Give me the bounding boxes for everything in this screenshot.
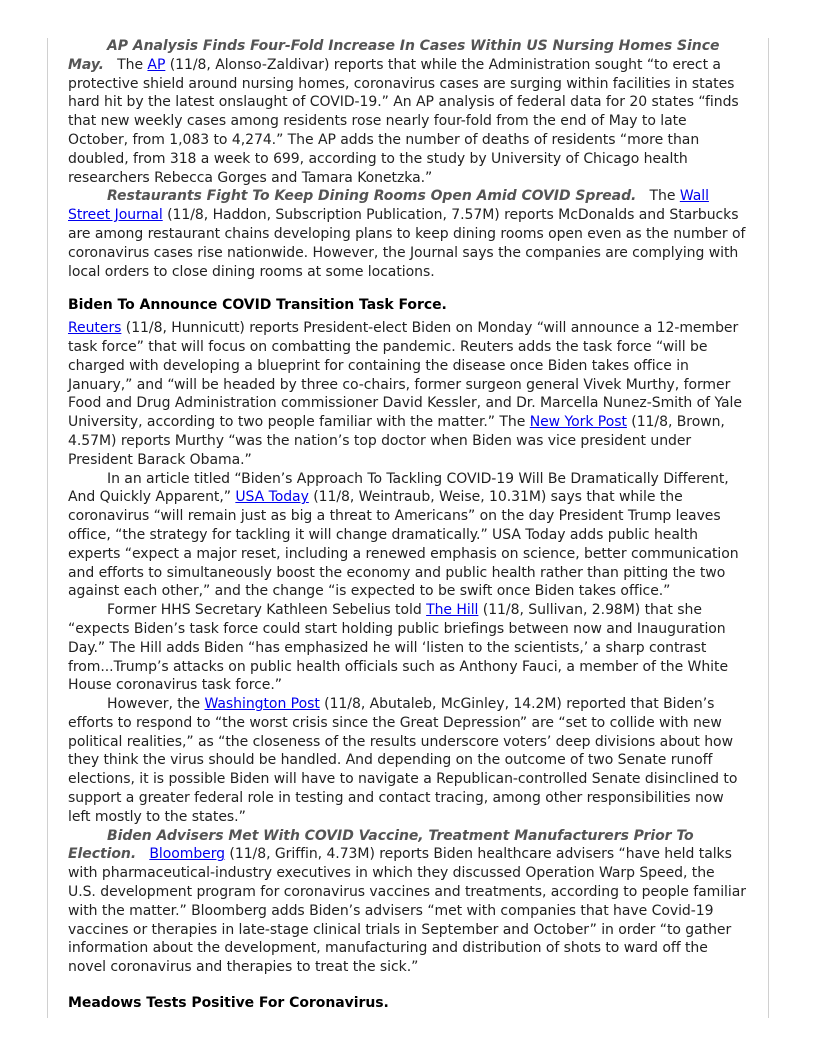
section-heading: Meadows Tests Positive For Coronavirus.	[68, 995, 389, 1012]
body-text: The	[636, 188, 680, 205]
source-link-usatoday[interactable]: USA Today	[235, 489, 309, 506]
body-text: (11/8, Sullivan, 2.98M) that she “expects Biden’s task force could start holding public briefings between now and Inauguration Day.” The Hill adds Biden “has emphasized he will ‘listen to the scientists,’ a sharp contrast from...Trump’s attacks on public health officials such as Anthony Fauci, a member of the White House coronavirus task force.”	[68, 602, 729, 694]
source-link-wapo[interactable]: Washington Post	[204, 696, 320, 713]
body-text: Former HHS Secretary Kathleen Sebelius told	[107, 602, 427, 619]
article-heading: AP Analysis Finds Four-Fold Increase In Cases Within US Nursing Homes Since May.	[68, 38, 720, 73]
article-heading: Biden Advisers Met With COVID Vaccine, Treatment Manufacturers Prior To Election.	[68, 827, 694, 863]
body-text: (11/8, Haddon, Subscription Publication, 7.57M) reports McDonalds and Starbucks are among restaurant chains developing plans to keep dining rooms open even as the number of coronavirus cases rise nationwide. However, the Journal says the companies are complying with local orders to close dining rooms at some locations.	[68, 207, 746, 280]
article-the-hill	[68, 601, 746, 695]
right-margin-rule	[768, 38, 769, 1018]
body-text: (11/8, Griffin, 4.73M) reports Biden healthcare advisers “have held talks with pharmaceutical-industry executives in which they discussed Operation Warp Speed, the U.S. development program for coronavirus vaccines and treatments, according to people familiar with the matter.” Bloomberg adds Biden’s advisers “met with companies that have Covid-19 vaccines or therapies in late-stage clinical trials in September and October” in order “to gather information about the development, manufacturing and distribution of shots to ward off the novel coronavirus and therapies to treat the sick.”	[68, 846, 746, 976]
body-text	[136, 846, 149, 862]
article-nursing-homes	[68, 37, 746, 187]
body-text: However, the	[107, 696, 205, 713]
body-text: In an article titled “Biden’s Approach To Tackling COVID-19 Will Be Dramatically Different, And Quickly Apparent,”	[68, 470, 729, 506]
article-restaurants	[68, 187, 746, 281]
article-washington-post	[68, 695, 746, 827]
source-link-reuters[interactable]: Reuters	[68, 320, 122, 337]
source-link-wsj[interactable]: Wall Street Journal	[68, 188, 709, 224]
article-usa-today	[68, 470, 746, 602]
document-body	[68, 37, 746, 1017]
left-margin-rule	[47, 38, 48, 1018]
section-heading: Biden To Announce COVID Transition Task Force.	[68, 297, 447, 314]
article-vaccine-advisers	[68, 827, 746, 977]
source-link-thehill[interactable]: The Hill	[426, 602, 479, 619]
source-link-ap[interactable]: AP	[147, 56, 166, 73]
source-link-nypost[interactable]: New York Post	[529, 414, 627, 431]
article-heading: Restaurants Fight To Keep Dining Rooms Open Amid COVID Spread.	[107, 188, 637, 205]
body-text: (11/8, Weintraub, Weise, 10.31M) says that while the coronavirus “will remain just as big a threat to Americans” on the day President Trump leaves office, “the strategy for tackling it will change dramatically.” USA Today adds public health experts “expect a major reset, including a renewed emphasis on science, better communication and efforts to simultaneously boost the economy and public health rather than pitting the two against each other,” and the change “is expected to be swift once Biden takes office.”	[68, 489, 739, 600]
body-text: (11/8, Abutaleb, McGinley, 14.2M) reported that Biden’s efforts to respond to “the worst crisis since the Great Depression” are “set to collide with new political realities,” as “the closeness of the results underscore voters’ deep divisions about how they think the virus should be handled. And depending on the outcome of two Senate runoff elections, it is possible Biden will have to navigate a Republican-controlled Senate disinclined to support a greater federal role in testing and contact tracing, among other responsibilities now left mostly to the states.”	[68, 696, 738, 825]
body-text: (11/8, Hunnicutt) reports President-elect Biden on Monday “will announce a 12-member task force” that will focus on combatting the pandemic. Reuters adds the task force “will be charged with developing a blueprint for containing the disease once Biden takes office in January,” and “will be headed by three co-chairs, former surgeon general Vivek Murthy, former Food and Drug Administration commissioner David Kessler, and Dr. Marcella Nunez-Smith of Yale University, according to two people familiar with the matter.” The	[68, 320, 742, 431]
body-text: (11/8, Alonso-Zaldivar) reports that while the Administration sought “to erect a protective shield around nursing homes, coronavirus cases are surging within facilities in states hard hit by the latest onslaught of COVID-19.” An AP analysis of federal data for 20 states “finds that new weekly cases among residents rose nearly four-fold from the end of May to late October, from 1,083 to 4,274.” The AP adds the number of deaths of residents “more than doubled, from 318 a week to 699, according to the study by University of Chicago health researchers Rebecca Gorges and Tamara Konetzka.”	[68, 56, 739, 186]
source-link-bloomberg[interactable]: Bloomberg	[149, 846, 226, 863]
body-text: (11/8, Brown, 4.57M) reports Murthy “was the nation’s top doctor when Biden was vice president under President Barack Obama.”	[68, 414, 725, 468]
article-task-force	[68, 319, 746, 469]
body-text: The	[103, 56, 148, 73]
